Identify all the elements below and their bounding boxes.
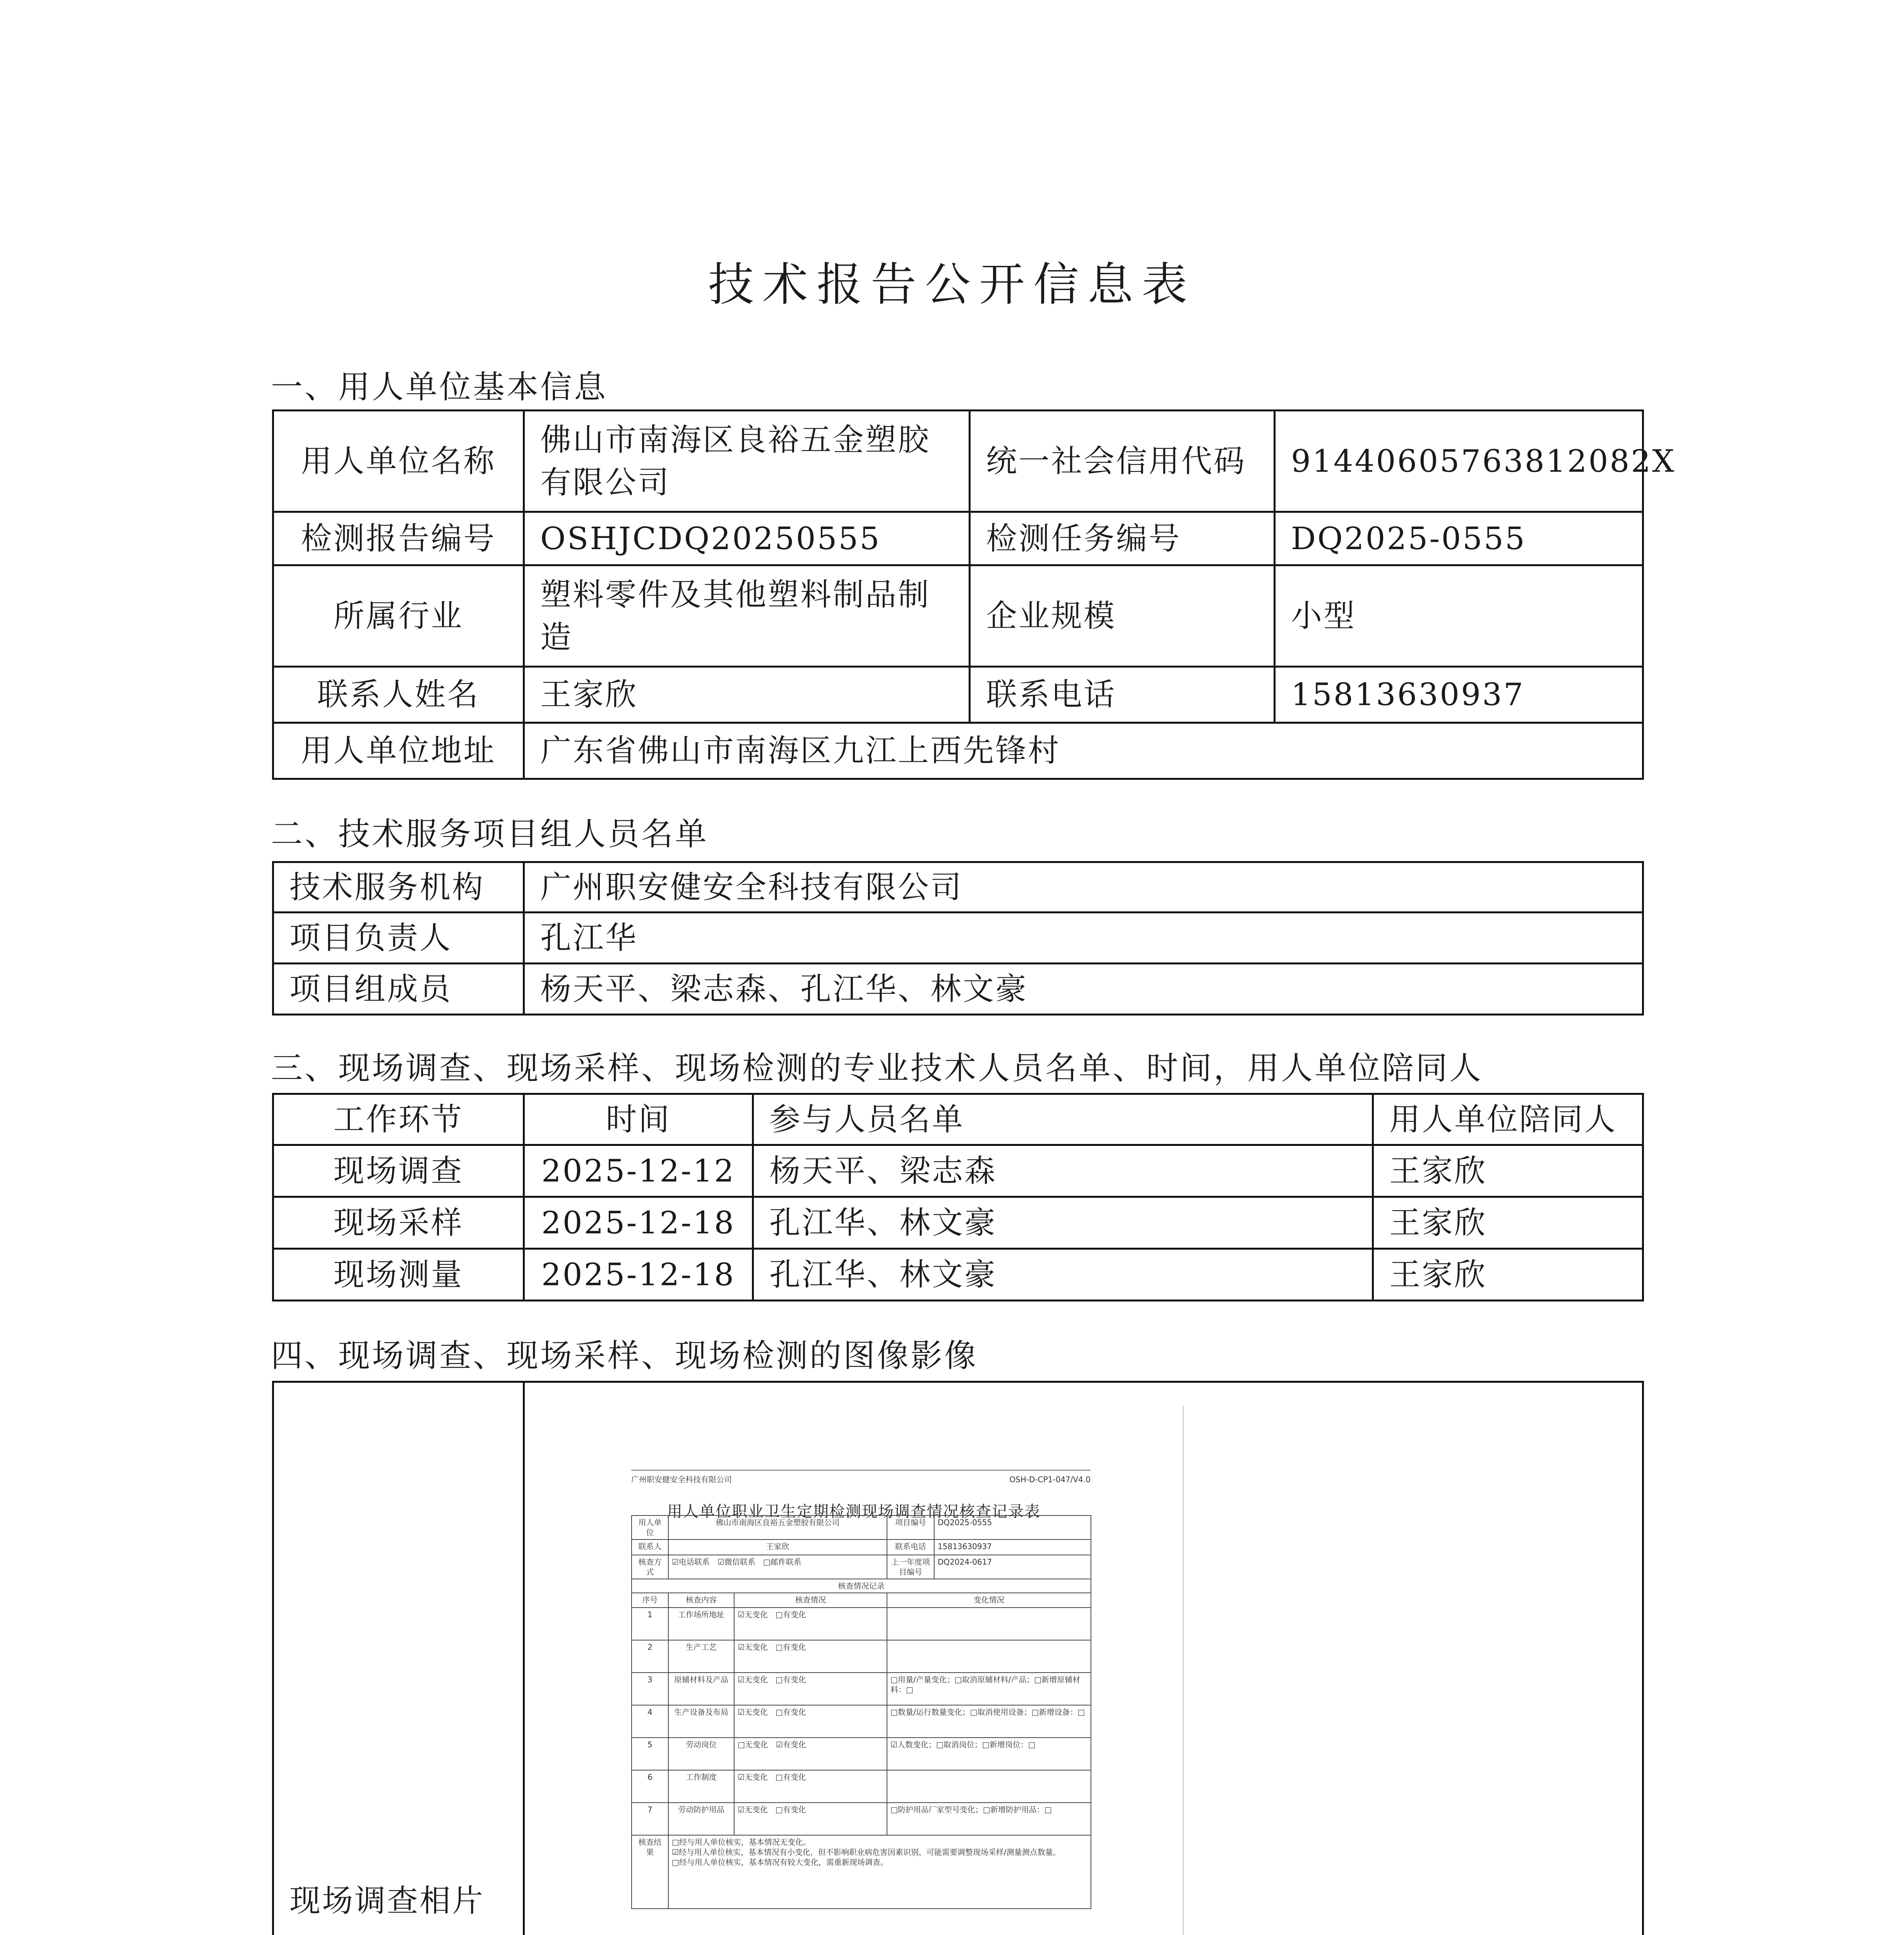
- leader-value: 孔江华: [524, 913, 1643, 964]
- scan-row-no: 2: [632, 1640, 668, 1673]
- escort-cell: 王家欣: [1373, 1197, 1643, 1249]
- scan-header-left: 广州职安健安全科技有限公司: [631, 1475, 732, 1484]
- scan-row-no: 1: [632, 1608, 668, 1640]
- address-label: 用人单位地址: [273, 723, 524, 779]
- scan-contact-label: 联系人: [632, 1539, 668, 1555]
- unit-name-label: 用人单位名称: [273, 411, 524, 512]
- scan-row-change: [887, 1608, 1091, 1640]
- scan-row-change: [887, 1770, 1091, 1803]
- scan-row-status: ☑无变化 □有变化: [734, 1640, 887, 1673]
- scan-row-no: 3: [632, 1673, 668, 1705]
- scan-form-title: 用人单位职业卫生定期检测现场调查情况核查记录表: [667, 1503, 1041, 1521]
- scan-result: [668, 1835, 1091, 1909]
- participants-cell: 孔江华、林文豪: [753, 1249, 1373, 1301]
- scan-row-no: 7: [632, 1803, 668, 1835]
- scan-row-change: □防护用品厂家型号变化；□新增防护用品：□: [887, 1803, 1091, 1835]
- scan-header-rule: [631, 1470, 1091, 1471]
- page-title: 技术报告公开信息表: [708, 258, 1196, 311]
- table-row: [632, 1608, 1091, 1640]
- col-escort: 用人单位陪同人: [1373, 1094, 1643, 1145]
- photo-row-label: 现场调查相片: [273, 1382, 524, 1935]
- unit-info-table: [272, 409, 1676, 780]
- time-cell: 2025-12-18: [524, 1249, 753, 1301]
- section1-heading: 一、用人单位基本信息: [271, 369, 608, 406]
- escort-cell: 王家欣: [1373, 1145, 1643, 1197]
- scan-prev-no-label: 上一年度项目编号: [887, 1555, 934, 1579]
- table-row: [632, 1803, 1091, 1835]
- scan-row-no: 6: [632, 1770, 668, 1803]
- scanned-form-image: [525, 1406, 1184, 1935]
- section3-heading: 三、现场调查、现场采样、现场检测的专业技术人员名单、时间，用人单位陪同人: [271, 1050, 1483, 1087]
- scan-form-table: [631, 1515, 1091, 1909]
- scan-col-status: 核查情况: [734, 1593, 887, 1608]
- scale-label: 企业规模: [970, 565, 1275, 667]
- photo-cell: [524, 1382, 1643, 1935]
- table-row: [273, 1145, 1643, 1197]
- scan-row-content: 生产工艺: [668, 1640, 734, 1673]
- scan-phone-label: 联系电话: [887, 1539, 934, 1555]
- scan-row-change: □数量/运行数量变化；□取消使用设备；□新增设备：□: [887, 1705, 1091, 1738]
- scale-value: 小型: [1275, 565, 1643, 667]
- scan-unit: 佛山市南海区良裕五金塑胶有限公司: [668, 1515, 887, 1539]
- org-value: 广州职安健安全科技有限公司: [524, 862, 1643, 913]
- scan-project-no-label: 项目编号: [887, 1515, 934, 1539]
- scan-phone: 15813630937: [934, 1539, 1091, 1555]
- credit-code-value: 91440605763812082X: [1275, 411, 1643, 512]
- table-row: [632, 1770, 1091, 1803]
- address-value: 广东省佛山市南海区九江上西先锋村: [524, 723, 1643, 779]
- scan-row-content: 工作场所地址: [668, 1608, 734, 1640]
- scan-method-label: 核查方式: [632, 1555, 668, 1579]
- members-label: 项目组成员: [273, 964, 524, 1015]
- field-work-table: [272, 1093, 1644, 1301]
- time-cell: 2025-12-12: [524, 1145, 753, 1197]
- leader-label: 项目负责人: [273, 913, 524, 964]
- phone-label: 联系电话: [970, 667, 1275, 723]
- scan-result-label: 核查结果: [632, 1835, 668, 1909]
- credit-code-label: 统一社会信用代码: [970, 411, 1275, 512]
- table-row: [632, 1738, 1091, 1770]
- scan-result-line: ☑经与用人单位核实，基本情况有小变化，但不影响职业病危害因素识别，可能需要调整现场采样/测量测点数量。: [672, 1848, 1061, 1857]
- scan-row-no: 5: [632, 1738, 668, 1770]
- scan-row-content: 生产设备及布局: [668, 1705, 734, 1738]
- stage-cell: 现场采样: [273, 1197, 524, 1249]
- org-label: 技术服务机构: [273, 862, 524, 913]
- scan-col-no: 序号: [632, 1593, 668, 1608]
- scan-row-content: 劳动防护用品: [668, 1803, 734, 1835]
- scan-row-change: □用量/产量变化；□取消原辅材料/产品；□新增原辅材料：□: [887, 1673, 1091, 1705]
- phone-value: 15813630937: [1275, 667, 1643, 723]
- scan-col-change: 变化情况: [887, 1593, 1091, 1608]
- scan-row-content: 原辅材料及产品: [668, 1673, 734, 1705]
- table-row: [273, 1249, 1643, 1301]
- col-participants: 参与人员名单: [753, 1094, 1373, 1145]
- time-cell: 2025-12-18: [524, 1197, 753, 1249]
- scan-header-right: OSH-D-CP1-047/V4.0: [1009, 1475, 1091, 1484]
- scan-row-change: [887, 1640, 1091, 1673]
- task-no-value: DQ2025-0555: [1275, 512, 1643, 565]
- table-row: [632, 1673, 1091, 1705]
- col-time: 时间: [524, 1094, 753, 1145]
- industry-label: 所属行业: [273, 565, 524, 667]
- table-row: [632, 1705, 1091, 1738]
- scan-row-status: ☑无变化 □有变化: [734, 1673, 887, 1705]
- scan-row-change: ☑人数变化；□取消岗位；□新增岗位：□: [887, 1738, 1091, 1770]
- scan-row-status: □无变化 ☑有变化: [734, 1738, 887, 1770]
- table-row: [632, 1640, 1091, 1673]
- scan-col-content: 核查内容: [668, 1593, 734, 1608]
- contact-label: 联系人姓名: [273, 667, 524, 723]
- scan-row-status: ☑无变化 □有变化: [734, 1803, 887, 1835]
- scan-prev-no: DQ2024-0617: [934, 1555, 1091, 1579]
- scan-row-content: 工作制度: [668, 1770, 734, 1803]
- industry-value: 塑料零件及其他塑料制品制造: [524, 565, 970, 667]
- scan-row-status: ☑无变化 □有变化: [734, 1608, 887, 1640]
- stage-cell: 现场测量: [273, 1249, 524, 1301]
- scan-row-status: ☑无变化 □有变化: [734, 1705, 887, 1738]
- scan-contact: 王家欣: [668, 1539, 887, 1555]
- escort-cell: 王家欣: [1373, 1249, 1643, 1301]
- report-no-label: 检测报告编号: [273, 512, 524, 565]
- unit-name-value: 佛山市南海区良裕五金塑胶有限公司: [524, 411, 970, 512]
- participants-cell: 杨天平、梁志森: [753, 1145, 1373, 1197]
- section2-heading: 二、技术服务项目组人员名单: [271, 816, 709, 853]
- scan-result-line: □经与用人单位核实，基本情况无变化。: [672, 1837, 811, 1847]
- contact-value: 王家欣: [524, 667, 970, 723]
- col-stage: 工作环节: [273, 1094, 524, 1145]
- stage-cell: 现场调查: [273, 1145, 524, 1197]
- scan-record-title: 核查情况记录: [632, 1579, 1091, 1593]
- scan-row-no: 4: [632, 1705, 668, 1738]
- scan-method: ☑电话联系 ☑微信联系 □邮件联系: [668, 1555, 887, 1579]
- scan-unit-label: 用人单位: [632, 1515, 668, 1539]
- scan-row-content: 劳动岗位: [668, 1738, 734, 1770]
- task-no-label: 检测任务编号: [970, 512, 1275, 565]
- project-team-table: [272, 861, 1644, 1015]
- report-no-value: OSHJCDQ20250555: [524, 512, 970, 565]
- participants-cell: 孔江华、林文豪: [753, 1197, 1373, 1249]
- images-table: [272, 1381, 1644, 1935]
- table-row: [273, 1197, 1643, 1249]
- scan-project-no: DQ2025-0555: [934, 1515, 1091, 1539]
- members-value: 杨天平、梁志森、孔江华、林文豪: [524, 964, 1643, 1015]
- section4-heading: 四、现场调查、现场采样、现场检测的图像影像: [271, 1337, 978, 1374]
- scan-result-line: □经与用人单位核实，基本情况有较大变化，需重新现场调查。: [672, 1858, 888, 1867]
- scan-row-status: ☑无变化 □有变化: [734, 1770, 887, 1803]
